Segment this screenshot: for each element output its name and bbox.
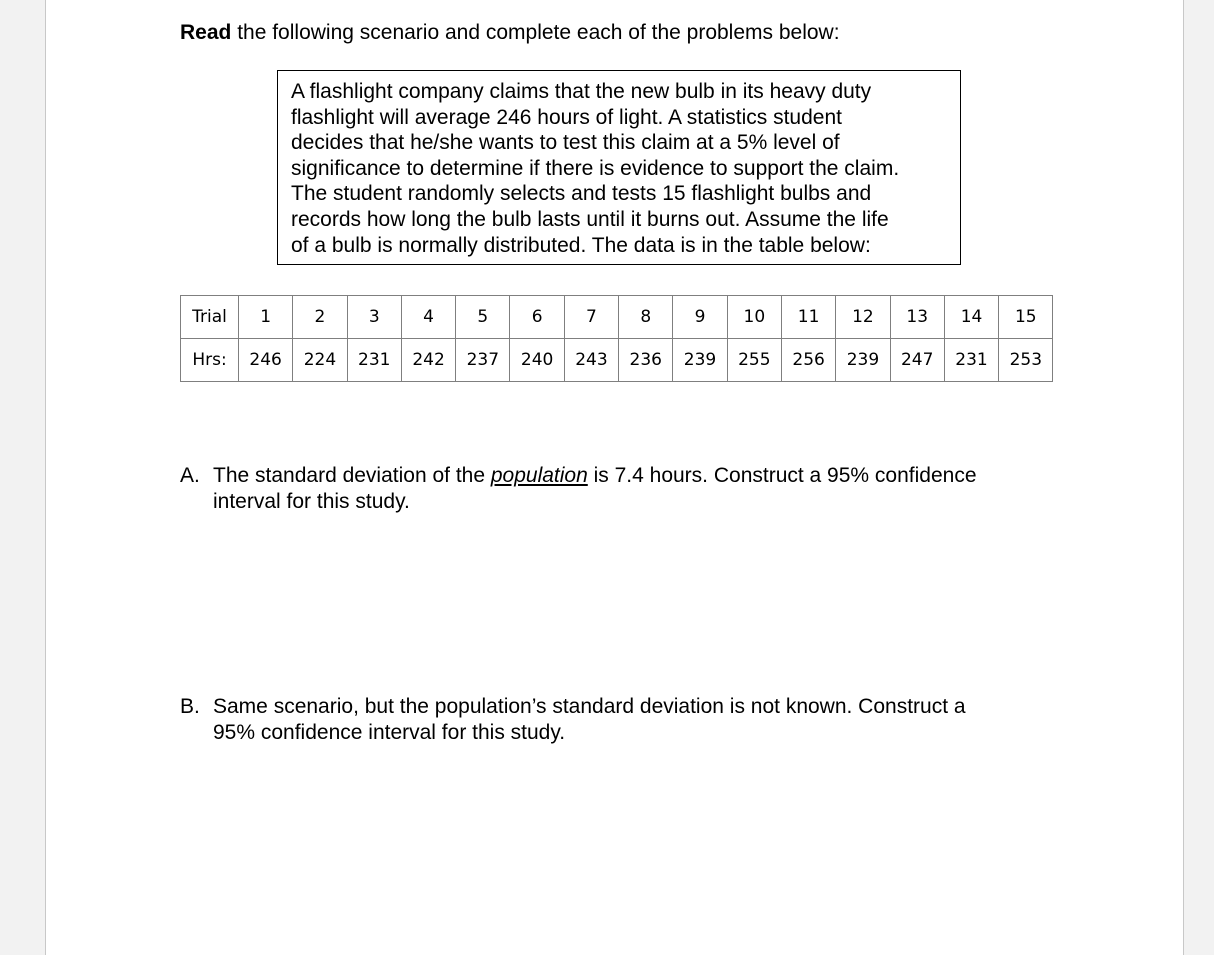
scenario-box bbox=[277, 70, 961, 265]
scenario-line: of a bulb is normally distributed. The data is in the table below: bbox=[291, 233, 871, 257]
scenario-line: The student randomly selects and tests 15 flashlight bulbs and bbox=[291, 182, 872, 206]
trial-cell: 14 bbox=[944, 296, 998, 339]
trial-header: Trial bbox=[181, 296, 239, 339]
question-a bbox=[180, 463, 1033, 515]
question-a-post: is 7.4 hours. Construct a 95% confidence bbox=[587, 464, 977, 487]
hours-cell: 246 bbox=[239, 339, 293, 382]
question-a-emphasis: population bbox=[490, 464, 588, 487]
question-b bbox=[180, 694, 1033, 746]
instructions-text bbox=[180, 20, 840, 46]
trial-cell: 4 bbox=[401, 296, 455, 339]
hours-header: Hrs: bbox=[181, 339, 239, 382]
trial-cell: 1 bbox=[239, 296, 293, 339]
hours-cell: 231 bbox=[944, 339, 998, 382]
trial-cell: 11 bbox=[781, 296, 835, 339]
hours-cell: 240 bbox=[510, 339, 564, 382]
hours-cell: 231 bbox=[347, 339, 401, 382]
question-b-line2: 95% confidence interval for this study. bbox=[213, 721, 566, 744]
scenario-line: flashlight will average 246 hours of light. A statistics student bbox=[291, 105, 842, 129]
question-b-marker: B. bbox=[180, 695, 200, 718]
hours-cell: 237 bbox=[456, 339, 510, 382]
hours-cell: 243 bbox=[564, 339, 618, 382]
hours-cell: 253 bbox=[999, 339, 1053, 382]
trial-cell: 2 bbox=[293, 296, 347, 339]
scenario-line: A flashlight company claims that the new bulb in its heavy duty bbox=[291, 80, 872, 103]
question-a-marker: A. bbox=[180, 464, 200, 487]
trial-cell: 12 bbox=[836, 296, 890, 339]
instructions-rest: the following scenario and complete each of the problems below: bbox=[231, 21, 840, 44]
scenario-line: records how long the bulb lasts until it burns out. Assume the life bbox=[291, 207, 889, 231]
trial-cell: 9 bbox=[673, 296, 727, 339]
hours-row bbox=[181, 339, 1053, 382]
hours-cell: 247 bbox=[890, 339, 944, 382]
trial-cell: 7 bbox=[564, 296, 618, 339]
question-a-line1 bbox=[213, 463, 1033, 489]
trial-cell: 3 bbox=[347, 296, 401, 339]
scenario-line: decides that he/she wants to test this claim at a 5% level of bbox=[291, 131, 840, 155]
instructions-bold: Read bbox=[180, 21, 232, 44]
scenario-line: significance to determine if there is evidence to support the claim. bbox=[291, 156, 900, 180]
trial-cell: 13 bbox=[890, 296, 944, 339]
trial-cell: 15 bbox=[999, 296, 1053, 339]
trial-cell: 10 bbox=[727, 296, 781, 339]
question-a-pre: The standard deviation of the bbox=[213, 464, 491, 487]
trial-row bbox=[181, 296, 1053, 339]
hours-cell: 236 bbox=[619, 339, 673, 382]
trial-cell: 5 bbox=[456, 296, 510, 339]
data-table bbox=[180, 295, 1053, 382]
question-b-line1: Same scenario, but the population’s standard deviation is not known. Construct a bbox=[213, 695, 966, 718]
hours-cell: 239 bbox=[673, 339, 727, 382]
hours-cell: 256 bbox=[781, 339, 835, 382]
trial-cell: 8 bbox=[619, 296, 673, 339]
hours-cell: 242 bbox=[401, 339, 455, 382]
hours-cell: 255 bbox=[727, 339, 781, 382]
hours-cell: 224 bbox=[293, 339, 347, 382]
question-a-line2: interval for this study. bbox=[213, 490, 410, 513]
hours-cell: 239 bbox=[836, 339, 890, 382]
trial-cell: 6 bbox=[510, 296, 564, 339]
